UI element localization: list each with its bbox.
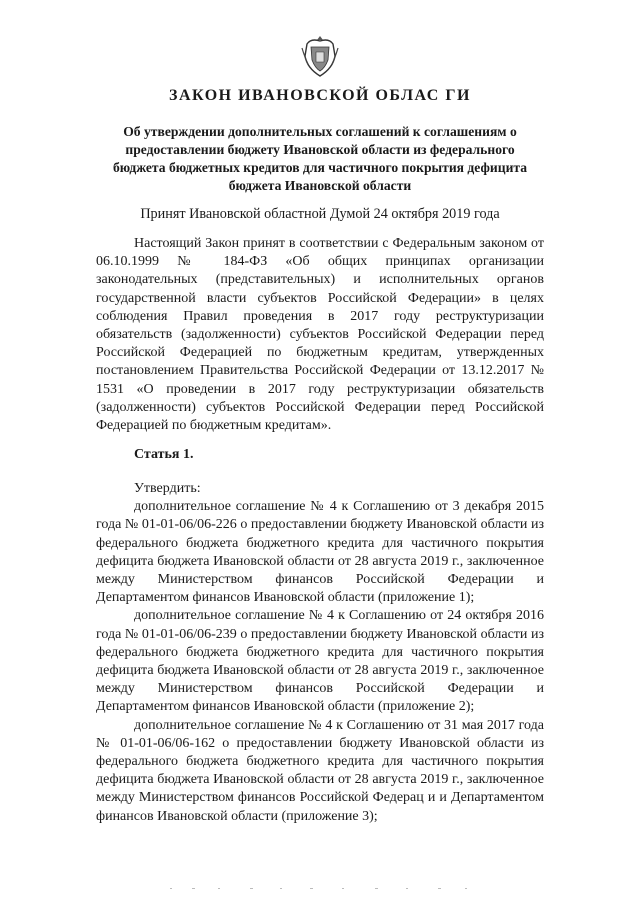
coat-of-arms-emblem bbox=[299, 34, 341, 78]
scan-artifact-dots bbox=[170, 886, 470, 892]
article-item-1: дополнительное соглашение № 4 к Соглашению от 3 декабря 2015 года № 01-01-06/06-226 о предоставлении бюджету Ивановской области из федерального бюджета бюджетного кредита для частичного покрытия дефицита бюджета Ивановской области от 28 августа 2019 г., заключенное между Министерством финансов Российской Федерации и Департаментом финансов Ивановской области (приложение 1); bbox=[96, 499, 544, 606]
law-subject-heading: Об утверждении дополнительных соглашений к соглашениям о предоставлении бюджету Ивановской области из федерального бюджета бюджетных кредитов для частичного покрытия дефицита бюджета Ивановской области bbox=[112, 124, 528, 193]
article-lead: Утвердить: bbox=[134, 481, 201, 496]
article-item-2: дополнительное соглашение № 4 к Соглашению от 24 октября 2016 года № 01-01-06/06-239 о предоставлении бюджету Ивановской области из федерального бюджета бюджетного кредита для частичного покрытия дефицита бюджета Ивановской области от 28 августа 2019 г., заключенное между Министерством финансов Российской Федерации и Департаментом финансов Ивановской области (приложение 2); bbox=[96, 608, 544, 715]
law-title: ЗАКОН ИВАНОВСКОЙ ОБЛАС ГИ bbox=[169, 87, 471, 104]
article-body bbox=[96, 480, 544, 826]
preamble bbox=[96, 235, 544, 435]
article-heading: Статья 1. bbox=[134, 447, 194, 462]
preamble-paragraph: Настоящий Закон принят в соответствии с Федеральным законом от 06.10.1999 № 184-ФЗ «Об общих принципах организации законодательных (представительных) и исполнительных органов государственной власти субъектов Российской Федерации» в целях соблюдения Правил проведения в 2017 году реструктуризации обязательств (задолженности) субъектов Российской Федерации перед Российской Федерацией по бюджетным кредитам, утвержденных постановлением Правительства Российской Федерации от 13.12.2017 № 1531 «О проведении в 2017 году реструктуризации обязательств (задолженности) субъектов Российской Федерации перед Российской Федерацией по бюджетным кредитам». bbox=[96, 236, 544, 434]
adoption-line: Принят Ивановской областной Думой 24 октября 2019 года bbox=[140, 206, 500, 222]
article-item-3: дополнительное соглашение № 4 к Соглашению от 31 мая 2017 года № 01-01-06/06-162 о предоставлении бюджету Ивановской области из федерального бюджета бюджетного кредита для частичного покрытия дефицита бюджета Ивановской области от 28 августа 2019 г., заключенное между Министерством финансов Российской Федерац и и Департаментом финансов Ивановской области (приложение 3); bbox=[96, 717, 544, 824]
